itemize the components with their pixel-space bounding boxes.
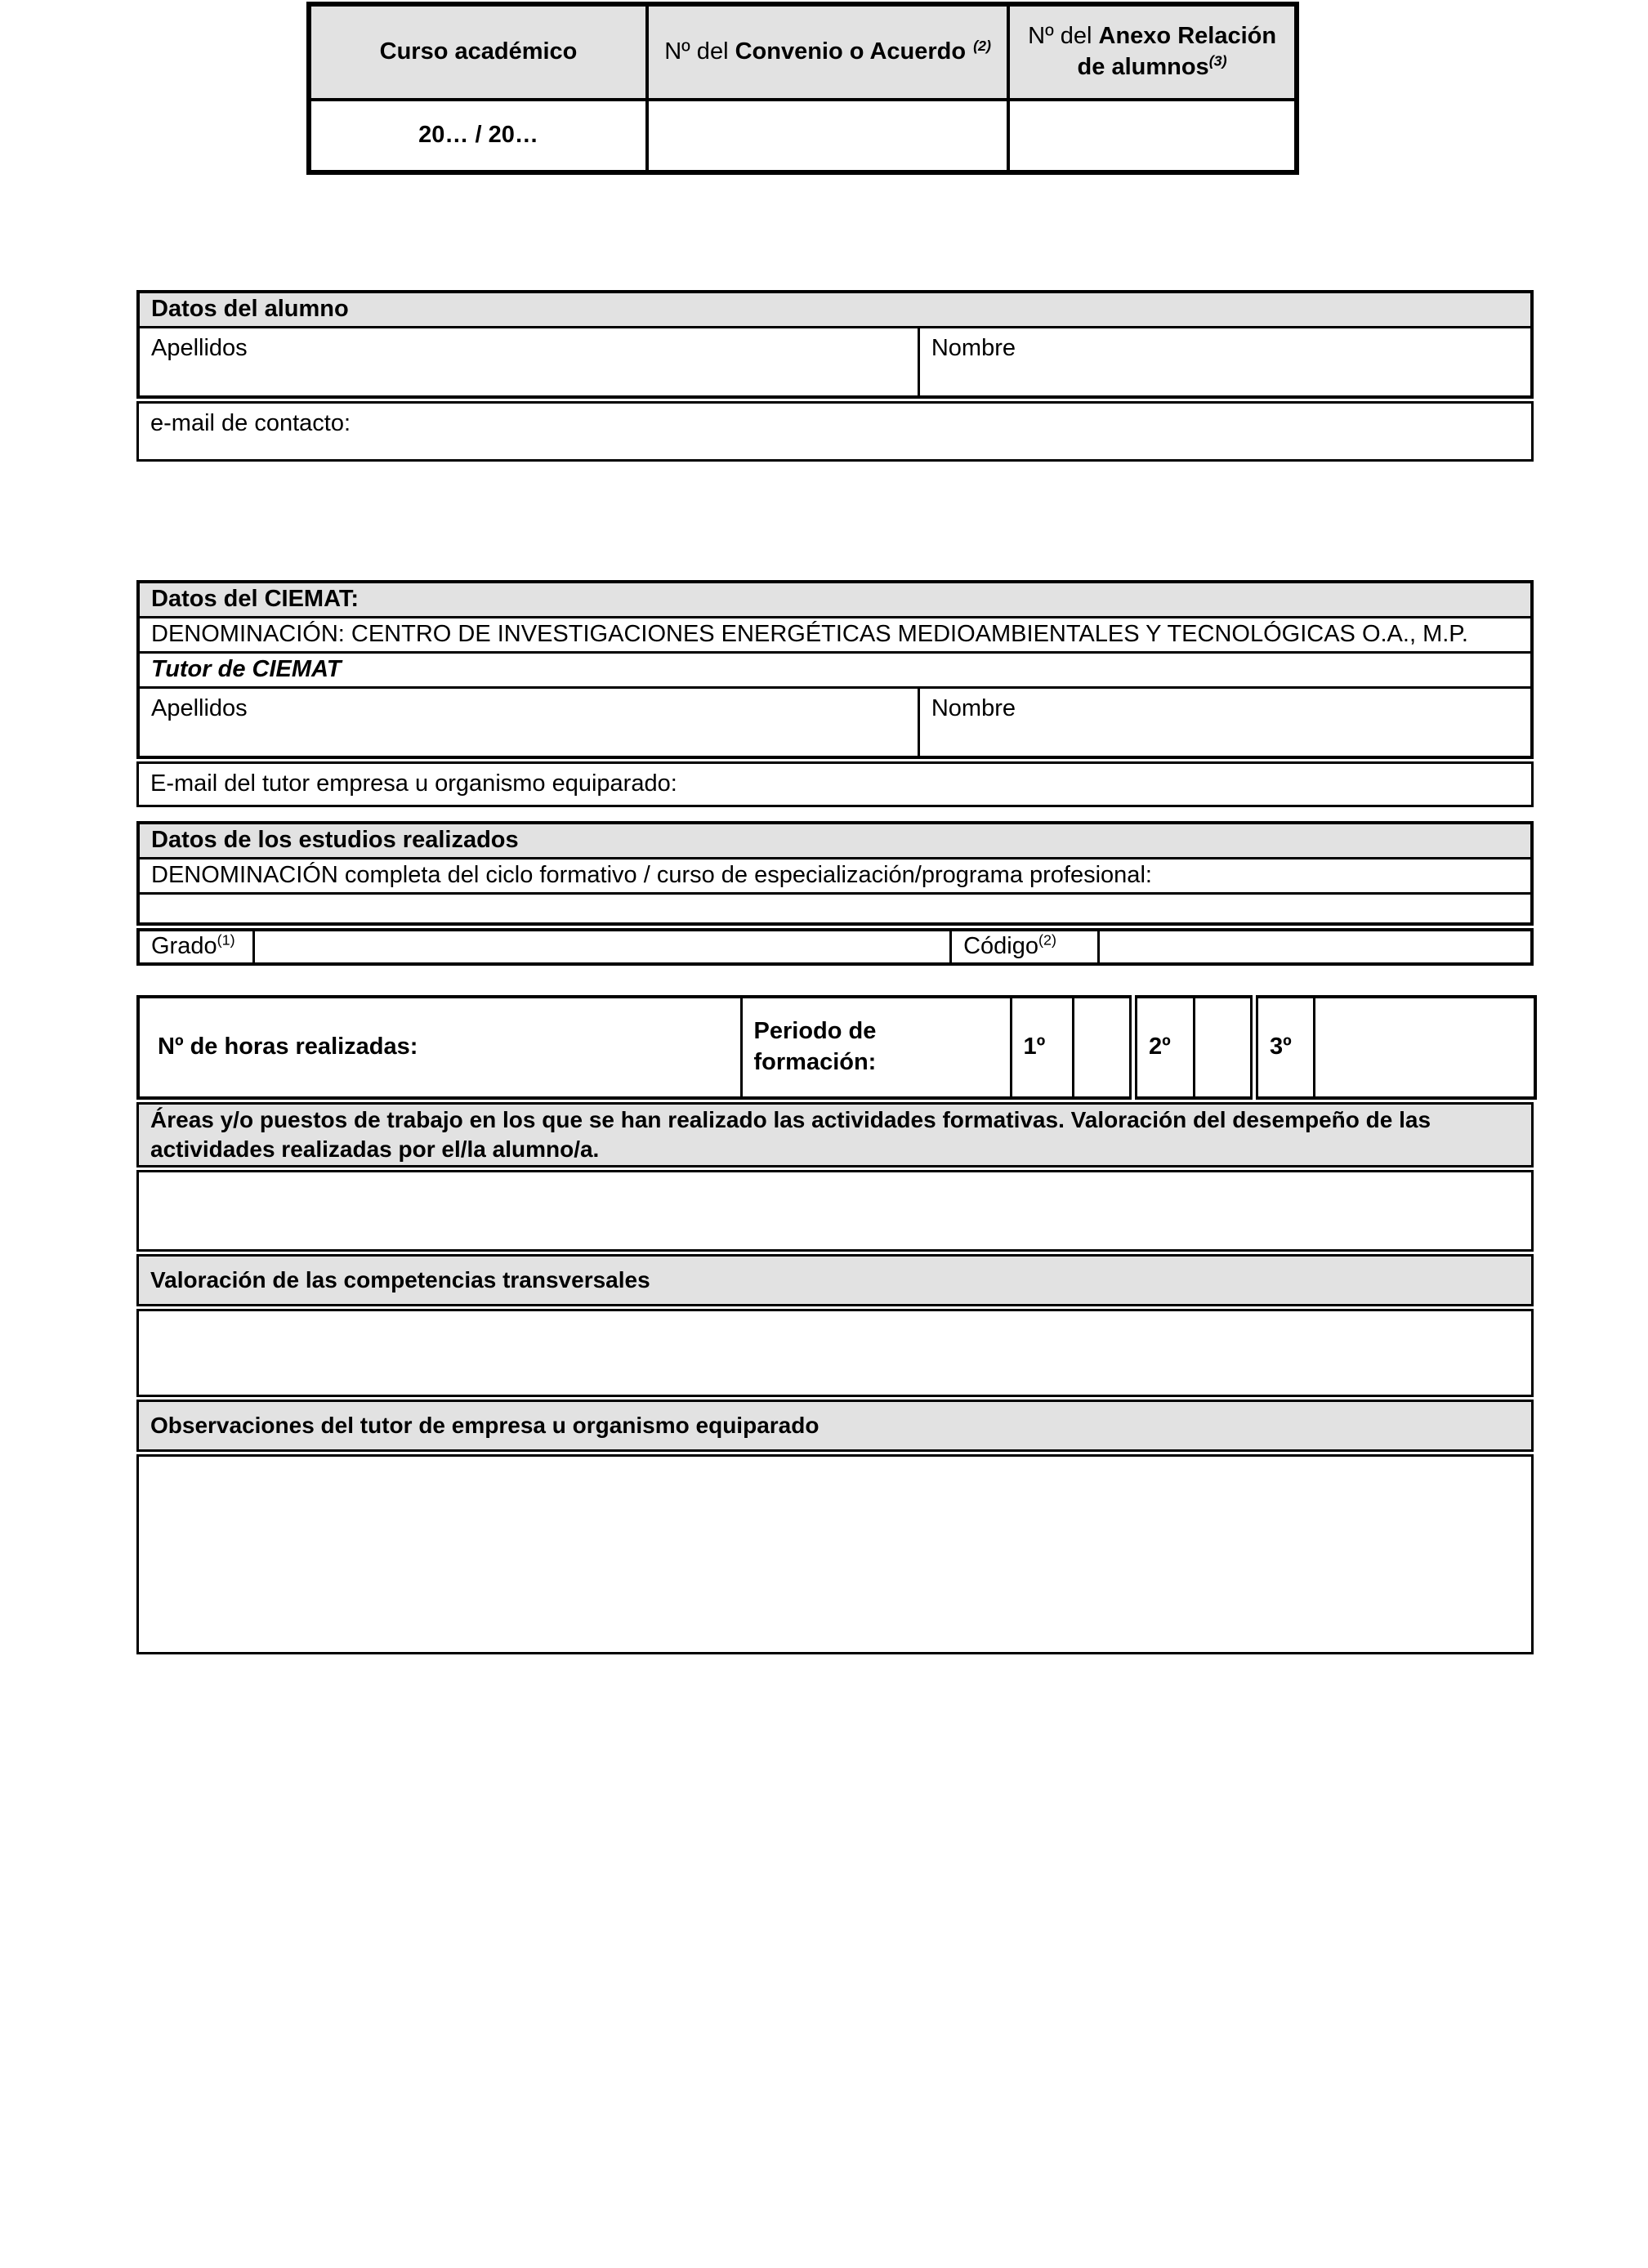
ciemat-section-title: Datos del CIEMAT:	[138, 582, 1532, 618]
anexo-header-prefix: Nº del	[1028, 23, 1099, 50]
periodo-formacion-label: Periodo de formación:	[741, 997, 1011, 1098]
alumno-header-row	[138, 292, 1532, 328]
codigo-label: Código	[963, 933, 1038, 959]
ciemat-nombre-label: Nombre	[931, 695, 1016, 721]
observaciones-section-title: Observaciones del tutor de empresa u organismo equiparado	[150, 1412, 820, 1438]
curso-academico-value-cell[interactable]: 20… / 20…	[309, 100, 647, 172]
areas-section-header	[136, 1102, 1534, 1167]
horas-realizadas-label: Nº de horas realizadas:	[158, 1034, 418, 1060]
estudios-section	[136, 821, 1534, 966]
ciemat-section	[136, 580, 1534, 807]
periodo-2-value-cell[interactable]	[1194, 997, 1254, 1098]
estudios-denominacion-value-cell[interactable]	[138, 894, 1532, 925]
ciemat-name-row	[138, 688, 1532, 758]
periodo-formacion-table	[136, 995, 1537, 1100]
observaciones-content-field[interactable]	[136, 1454, 1534, 1654]
ciemat-apellidos-label: Apellidos	[151, 695, 248, 721]
alumno-email-label: e-mail de contacto:	[150, 410, 351, 436]
areas-section-title: Áreas y/o puestos de trabajo en los que se han realizado las actividades formativas. Valoración del desempeño de las actividades realizadas por el/la alumno/a.	[150, 1106, 1431, 1162]
periodo-3-value-cell[interactable]	[1314, 997, 1535, 1098]
ciemat-table	[136, 580, 1534, 759]
ciemat-header-row	[138, 582, 1532, 618]
periodo-2-label: 2º	[1133, 997, 1194, 1098]
estudios-denominacion-value-row	[138, 894, 1532, 925]
ciemat-nombre-cell[interactable]	[918, 688, 1532, 758]
alumno-nombre-cell[interactable]	[918, 328, 1532, 398]
anexo-header-label: Anexo Relación de alumnos	[1077, 23, 1277, 80]
competencias-content-field[interactable]	[136, 1309, 1534, 1397]
ciemat-denominacion-row	[138, 618, 1532, 653]
ciemat-tutor-row	[138, 653, 1532, 688]
curso-academico-header	[309, 4, 647, 100]
competencias-section-header	[136, 1254, 1534, 1306]
grado-label: Grado	[151, 933, 217, 959]
grado-codigo-row	[138, 930, 1532, 964]
alumno-name-row	[138, 328, 1532, 398]
grado-value-cell[interactable]	[254, 930, 951, 964]
alumno-table	[136, 290, 1534, 399]
grado-footnote-ref: (1)	[217, 931, 235, 949]
anexo-footnote-ref: (3)	[1208, 52, 1227, 69]
observaciones-section-header	[136, 1400, 1534, 1452]
periodo-row	[138, 997, 1535, 1098]
curso-academico-header-label: Curso académico	[379, 38, 578, 65]
grado-label-cell	[138, 930, 254, 964]
convenio-header	[647, 4, 1008, 100]
ciemat-tutor-title: Tutor de CIEMAT	[138, 653, 1532, 688]
convenio-header-label: Convenio o Acuerdo	[735, 38, 967, 65]
convenio-value-cell[interactable]	[647, 100, 1008, 172]
alumno-email-field[interactable]	[136, 401, 1534, 462]
grado-codigo-table	[136, 928, 1534, 966]
convenio-header-prefix: Nº del	[664, 38, 735, 65]
competencias-section-title: Valoración de las competencias transversales	[150, 1266, 650, 1292]
ciemat-email-label: E-mail del tutor empresa u organismo equiparado:	[150, 770, 677, 797]
estudios-header-row	[138, 823, 1532, 859]
alumno-apellidos-label: Apellidos	[151, 335, 248, 361]
curso-convenio-anexo-table	[306, 2, 1299, 175]
horas-realizadas-cell[interactable]	[138, 997, 741, 1098]
convenio-footnote-ref: (2)	[973, 37, 992, 54]
periodo-1-label: 1º	[1011, 997, 1073, 1098]
anexo-value-cell[interactable]	[1008, 100, 1297, 172]
top-table-header-row	[309, 4, 1297, 100]
ciemat-email-field[interactable]	[136, 761, 1534, 807]
top-table-value-row	[309, 100, 1297, 172]
estudios-section-title: Datos de los estudios realizados	[138, 823, 1532, 859]
alumno-section-title: Datos del alumno	[138, 292, 1532, 328]
codigo-value-cell[interactable]	[1098, 930, 1532, 964]
periodo-3-label: 3º	[1254, 997, 1314, 1098]
areas-content-field[interactable]	[136, 1170, 1534, 1252]
codigo-footnote-ref: (2)	[1038, 931, 1056, 949]
alumno-apellidos-cell[interactable]	[138, 328, 918, 398]
ciemat-denominacion-text: DENOMINACIÓN: CENTRO DE INVESTIGACIONES ENERGÉTICAS MEDIOAMBIENTALES Y TECNOLÓGICAS O.A., M.P.	[138, 618, 1532, 653]
alumno-section	[136, 290, 1534, 462]
formacion-section	[136, 995, 1534, 1654]
estudios-denominacion-row	[138, 859, 1532, 894]
estudios-denominacion-label: DENOMINACIÓN completa del ciclo formativo / curso de especialización/programa profesional:	[138, 859, 1532, 894]
alumno-nombre-label: Nombre	[931, 335, 1016, 361]
estudios-table	[136, 821, 1534, 926]
anexo-header	[1008, 4, 1297, 100]
periodo-1-value-cell[interactable]	[1073, 997, 1133, 1098]
codigo-label-cell	[951, 930, 1099, 964]
ciemat-apellidos-cell[interactable]	[138, 688, 918, 758]
